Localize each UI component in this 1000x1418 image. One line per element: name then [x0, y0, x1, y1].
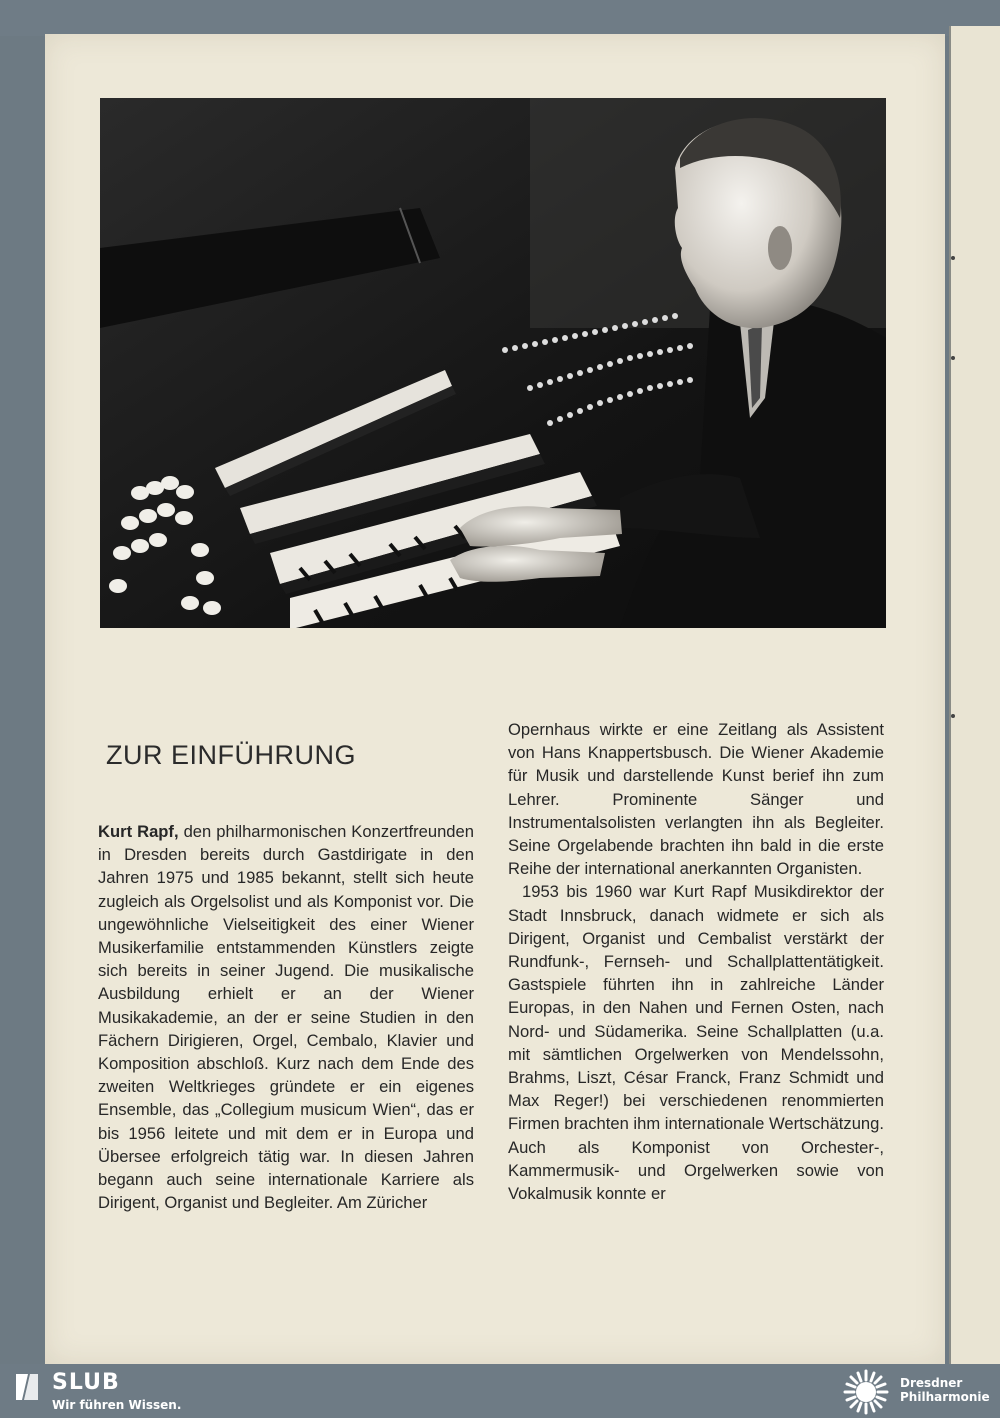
- adjacent-page-edge: [949, 26, 1000, 1366]
- organist-photo: [100, 98, 886, 628]
- scanner-background: [0, 0, 1000, 36]
- viewer-footer-bar: [0, 1364, 1000, 1418]
- slub-tagline: Wir führen Wissen.: [52, 1398, 182, 1412]
- article-heading: ZUR EINFÜHRUNG: [106, 740, 356, 771]
- partner-name-line: Dresdner: [900, 1376, 963, 1390]
- slub-logo-icon[interactable]: [12, 1372, 42, 1402]
- page-hole-mark: [951, 256, 955, 260]
- article-paragraph: Opernhaus wirkte er eine Zeitlang als Assistent von Hans Knappertsbusch. Die Wiener Akademie für Musik und darstellende Kunst berief ihn zum Lehrer. Prominente Sänger und Instrumentalsolisten verlangten ihn als Begleiter. Seine Orgelabende brachten ihn bald in die erste Reihe der international anerkannten Organisten.: [508, 720, 884, 879]
- partner-name-line: Philharmonie: [900, 1390, 990, 1404]
- slub-brand-name[interactable]: SLUB: [52, 1370, 120, 1395]
- dresdner-philharmonie-logo-icon[interactable]: [842, 1368, 890, 1416]
- article-column-left: [98, 820, 474, 1214]
- page-hole-mark: [951, 356, 955, 360]
- article-lead-name: Kurt Rapf,: [98, 822, 179, 841]
- page-hole-mark: [951, 714, 955, 718]
- partner-name[interactable]: [900, 1376, 990, 1404]
- article-paragraph: [98, 820, 474, 1214]
- article-column-right: [508, 718, 884, 1205]
- organist-photo-illustration: [100, 98, 886, 628]
- article-paragraph: 1953 bis 1960 war Kurt Rapf Musikdirektor der Stadt Innsbruck, danach widmete er sich als Dirigent, Organist und Cembalist verstärkt der Rundfunk-, Fernseh- und Schallplattentätigkeit. Gastspiele führten ihn in zahlreiche Länder Europas, in den Nahen und Fernen Osten, nach Nord- und Südamerika. Seine Schallplatten (u.a. mit sämtlichen Orgelwerken von Mendelssohn, Brahms, Liszt, César Franck, Franz Schmidt und Max Reger!) bei verschiedenen renommierten Firmen brachten ihm internationale Wertschätzung. Auch als Komponist von Orchester-, Kammermusik- und Orgelwerken sowie von Vokalmusik konnte er: [508, 882, 885, 1204]
- article-paragraph-text: den philharmonischen Konzertfreunden in Dresden bereits durch Gastdirigate in den Jahren 1975 und 1985 bekannt, stellt sich heute zugleich als Orgelsolist und als Komponist vor. Die ungewöhnliche Vielseitigkeit des einer Wiener Musikerfamilie entstammenden Künstlers zeigte sich bereits in seiner Jugend. Die musikalische Ausbildung erhielt er an der Wiener Musikakademie, an der er seine Studien in den Fächern Dirigieren, Orgel, Cembalo, Klavier und Komposition abschloß. Kurz nach dem Ende des zweiten Weltkrieges gründete er ein eigenes Ensemble, das „Collegium musicum Wien“, das er bis 1956 leitete und mit dem er in Europa und Übersee erfolgreich tätig war. In diesen Jahren begann auch seine internationale Karriere als Dirigent, Organist und Begleiter. Am Züricher: [98, 822, 474, 1213]
